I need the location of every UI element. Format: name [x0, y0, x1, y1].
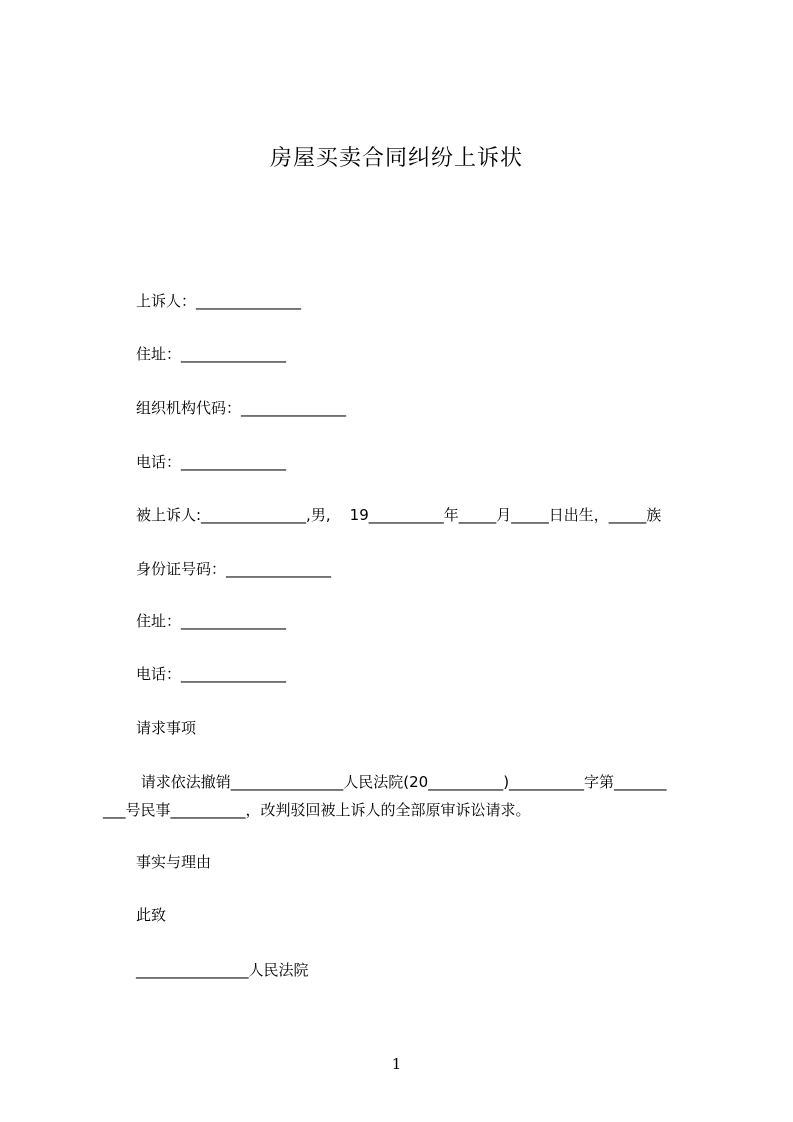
appellee-field: 被上诉人:______________,男, 19__________年_____月_____日出生，_____族 — [136, 506, 662, 524]
appellee-phone-field: 电话：______________ — [136, 665, 287, 683]
salutation: 此致 — [136, 906, 167, 924]
appellant-phone-field: 电话：______________ — [136, 453, 287, 471]
organization-code-field: 组织机构代码：______________ — [136, 399, 347, 417]
appellant-address-field: 住址：______________ — [136, 345, 287, 363]
claims-text-line-2: ___号民事__________，改判驳回被上诉人的全部原审诉讼请求。 — [103, 801, 531, 819]
appellant-field: 上诉人：______________ — [136, 292, 302, 310]
page-number: 1 — [391, 1055, 402, 1073]
claims-heading: 请求事项 — [136, 719, 197, 737]
court-name-field: _______________人民法院 — [136, 961, 309, 979]
appellee-address-field: 住址：______________ — [136, 612, 287, 630]
document-title: 房屋买卖合同纠纷上诉状 — [269, 146, 523, 171]
claims-text-line-1: 请求依法撤销_______________人民法院(20__________)__________字第_______ — [136, 773, 667, 791]
id-number-field: 身份证号码：______________ — [136, 560, 332, 578]
facts-heading: 事实与理由 — [136, 853, 212, 871]
